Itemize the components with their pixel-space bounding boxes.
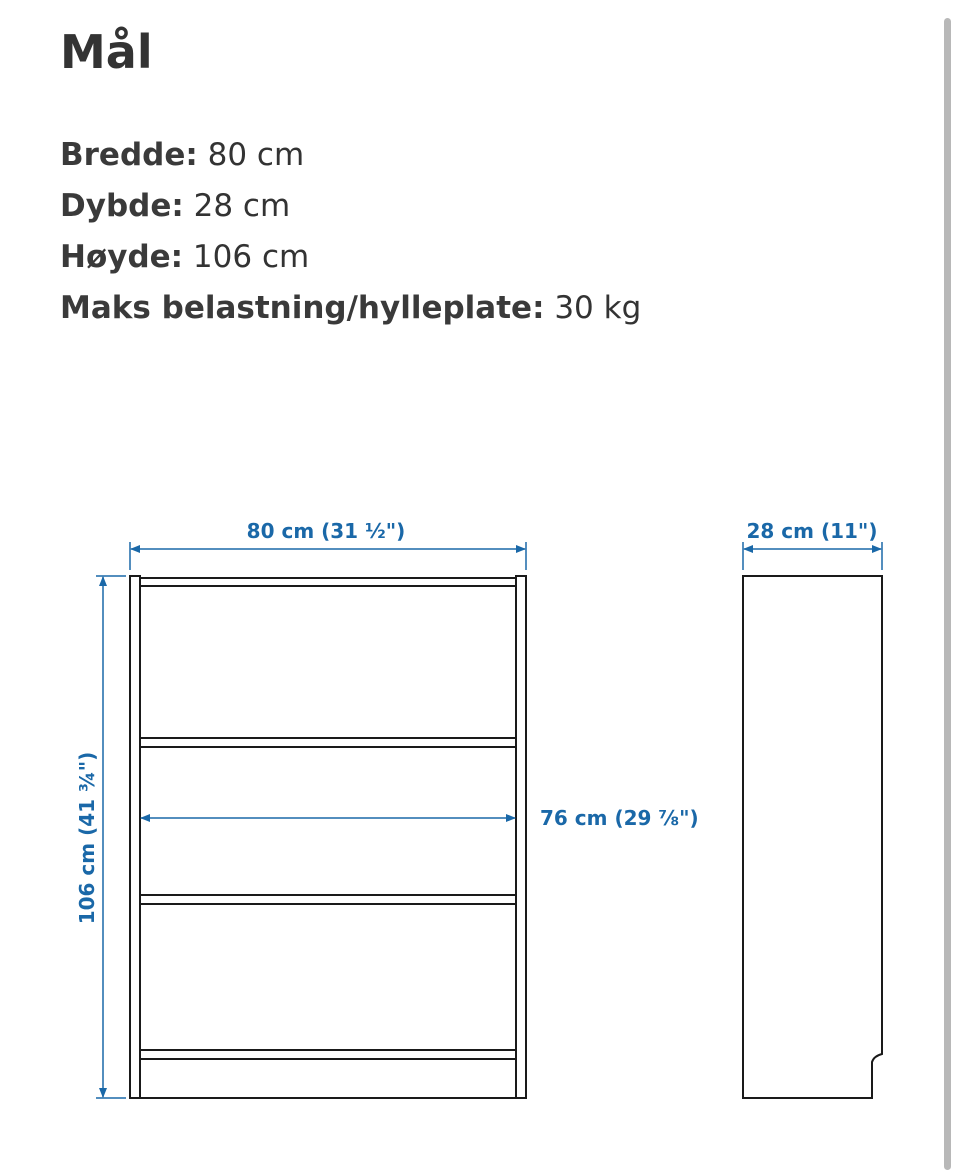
spec-value: 80 cm — [207, 137, 305, 173]
vertical-scrollbar[interactable] — [944, 18, 951, 1170]
bookcase-side-view — [743, 576, 882, 1098]
page-title: Mål — [60, 25, 153, 79]
spec-label: Bredde: — [60, 137, 198, 173]
top-panel — [140, 578, 516, 586]
bottom-shelf — [140, 1050, 516, 1059]
left-side-panel — [130, 576, 140, 1098]
front-width-label: 80 cm (31 ½") — [246, 519, 406, 543]
spec-value: 28 cm — [193, 188, 291, 224]
spec-label: Maks belastning/hylleplate: — [60, 290, 545, 326]
spec-label: Dybde: — [60, 188, 184, 224]
right-side-panel — [516, 576, 526, 1098]
spec-label: Høyde: — [60, 239, 184, 275]
bookcase-front-view — [130, 576, 526, 1098]
inner-width-label: 76 cm (29 ⅞") — [540, 806, 699, 830]
shelf-2 — [140, 895, 516, 904]
side-depth-label: 28 cm (11") — [746, 519, 878, 543]
side-profile — [743, 576, 882, 1098]
shelf-1 — [140, 738, 516, 747]
spec-value: 106 cm — [192, 239, 310, 275]
spec-value: 30 kg — [554, 290, 642, 326]
front-height-label: 106 cm (41 ¾") — [75, 751, 99, 925]
